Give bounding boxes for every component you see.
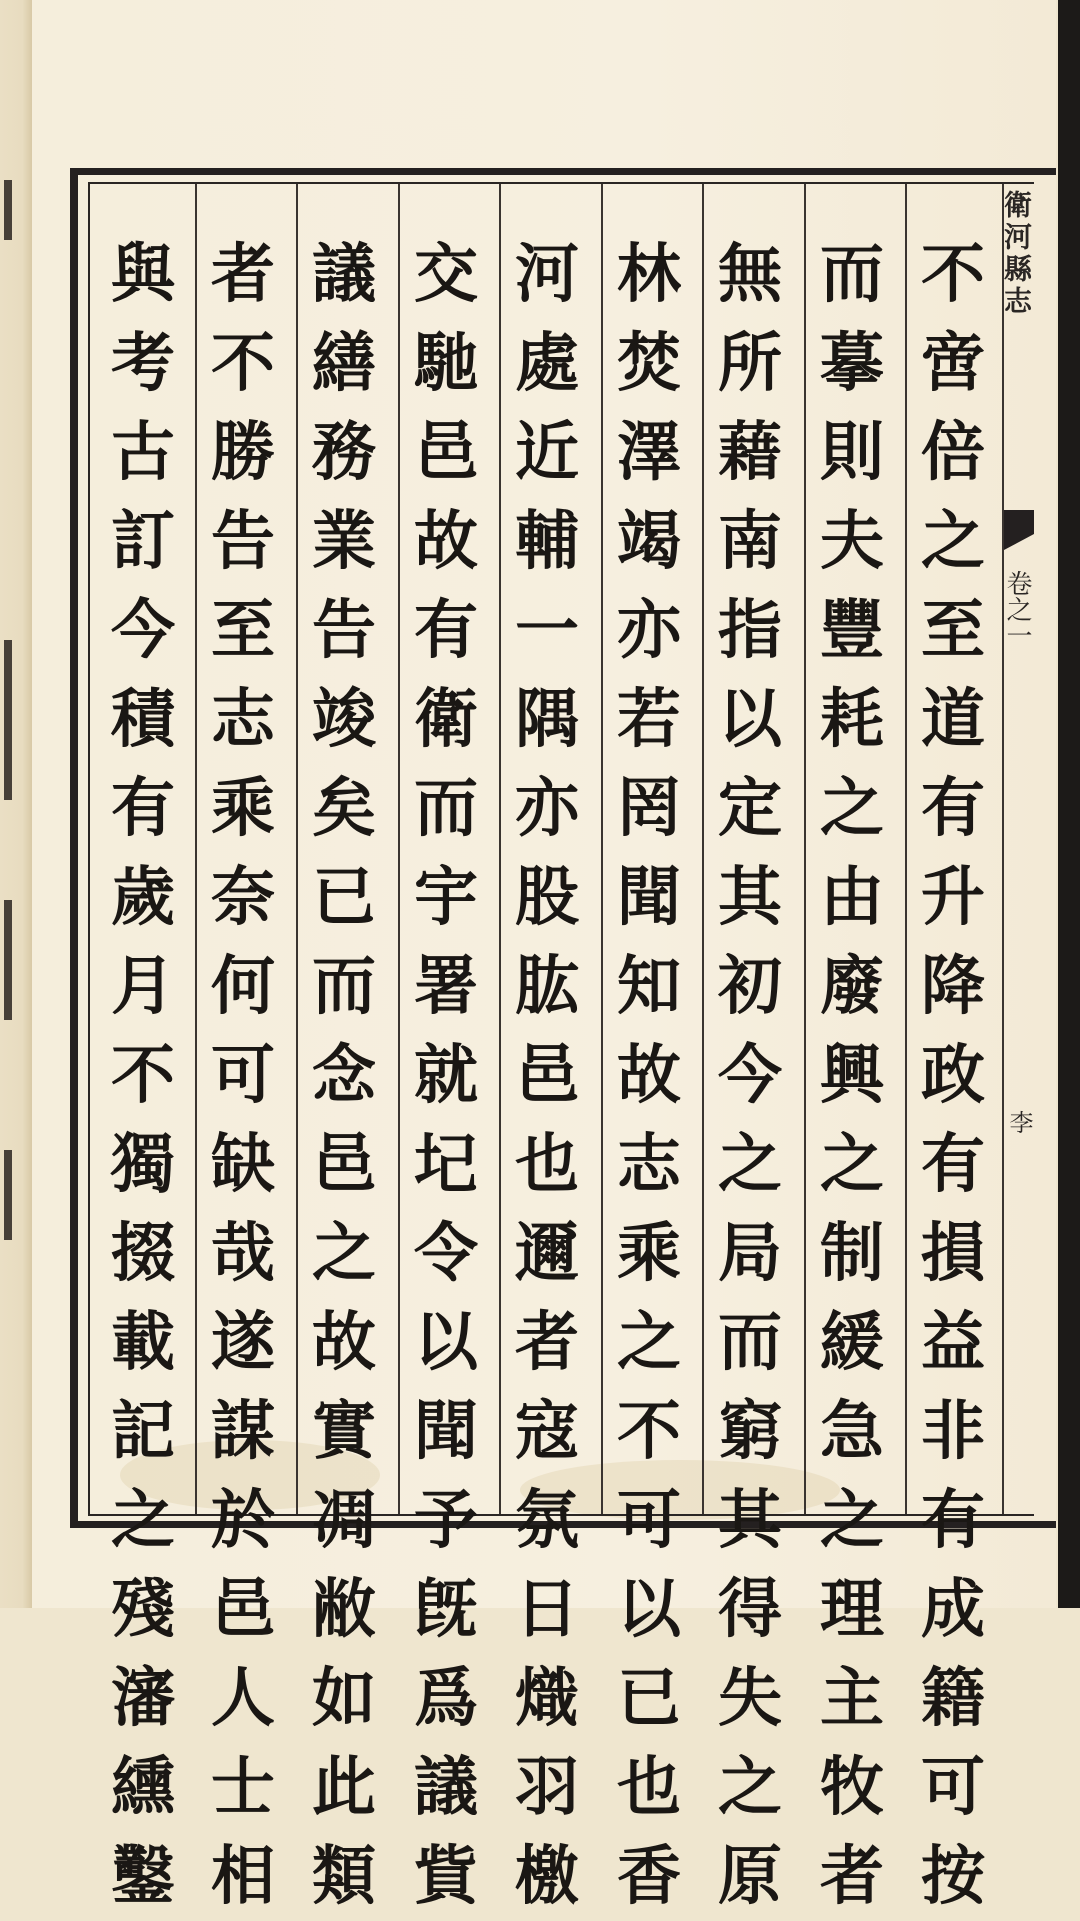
character: 故 [617,1038,681,1113]
character: 牧 [820,1750,884,1825]
page-number: 李 [1005,1110,1033,1134]
character: 所 [718,326,782,401]
character: 由 [820,860,884,935]
character: 今 [111,593,175,668]
character: 以 [414,1305,478,1380]
character: 人 [211,1661,275,1736]
character: 處 [515,326,579,401]
character: 哉 [211,1216,275,1291]
character: 隅 [515,682,579,757]
character: 矣 [312,771,376,846]
character: 告 [211,504,275,579]
character: 旣 [414,1572,478,1647]
character: 士 [211,1750,275,1825]
character: 焚 [617,326,681,401]
character: 南 [718,504,782,579]
text-column-9 [93,230,193,1914]
character: 古 [111,415,175,490]
character: 纁 [111,1750,175,1825]
character: 氛 [515,1483,579,1558]
character: 予 [414,1483,478,1558]
character: 歲 [111,860,175,935]
character: 衛 [414,682,478,757]
character: 有 [921,1483,985,1558]
character: 近 [515,415,579,490]
character: 志 [211,682,275,757]
character: 獨 [111,1127,175,1202]
character: 豐 [820,593,884,668]
character: 何 [211,949,275,1024]
character: 寇 [515,1394,579,1469]
character: 罔 [617,771,681,846]
character: 成 [921,1572,985,1647]
character: 知 [617,949,681,1024]
character: 圮 [414,1127,478,1202]
character: 於 [211,1483,275,1558]
character: 已 [312,860,376,935]
character: 凋 [312,1483,376,1558]
character: 制 [820,1216,884,1291]
character: 殘 [111,1572,175,1647]
character: 邑 [211,1572,275,1647]
character: 有 [414,593,478,668]
text-column-7 [294,230,394,1914]
text-column-3 [700,230,800,1914]
character: 記 [111,1394,175,1469]
character: 有 [921,771,985,846]
character: 以 [718,682,782,757]
character: 故 [414,504,478,579]
character: 如 [312,1661,376,1736]
character: 邑 [414,415,478,490]
character: 輔 [515,504,579,579]
character: 股 [515,860,579,935]
character: 令 [414,1216,478,1291]
character: 失 [718,1661,782,1736]
character: 不 [617,1394,681,1469]
character: 業 [312,504,376,579]
character: 可 [617,1483,681,1558]
character: 亦 [515,771,579,846]
adjacent-page-edge [0,0,33,1608]
character: 急 [820,1394,884,1469]
character: 類 [312,1839,376,1914]
character: 者 [515,1305,579,1380]
text-column-6 [396,230,496,1914]
character: 以 [617,1572,681,1647]
character: 聞 [617,860,681,935]
character: 之 [820,1127,884,1202]
character: 亦 [617,593,681,668]
character: 志 [617,1127,681,1202]
character: 林 [617,237,681,312]
character: 有 [921,1127,985,1202]
book-title: 衛河縣志 [1000,190,1033,318]
character: 指 [718,593,782,668]
ink-mark [4,1150,12,1240]
character: 而 [718,1305,782,1380]
character: 肱 [515,949,579,1024]
character: 也 [617,1750,681,1825]
character: 道 [921,682,985,757]
character: 乘 [617,1216,681,1291]
fishtail-mark [1004,510,1034,550]
character: 念 [312,1038,376,1113]
character: 今 [718,1038,782,1113]
character: 勝 [211,415,275,490]
character: 香 [617,1839,681,1914]
character: 日 [515,1572,579,1647]
character: 至 [211,593,275,668]
character: 竭 [617,504,681,579]
character: 窮 [718,1394,782,1469]
character: 啻 [921,326,985,401]
binding-edge [1058,0,1080,1608]
character: 理 [820,1572,884,1647]
character: 與 [111,237,175,312]
block-heart [1000,190,1034,1510]
character: 之 [820,771,884,846]
character: 就 [414,1038,478,1113]
text-column-2 [802,230,902,1914]
character: 月 [111,949,175,1024]
character: 有 [111,771,175,846]
text-column-5 [497,230,597,1914]
character: 降 [921,949,985,1024]
character: 相 [211,1839,275,1914]
volume-label: 卷之一 [1002,570,1032,648]
character: 羽 [515,1750,579,1825]
character: 摹 [820,326,884,401]
character: 倍 [921,415,985,490]
character: 政 [921,1038,985,1113]
character: 之 [617,1305,681,1380]
character: 夫 [820,504,884,579]
character: 可 [211,1038,275,1113]
character: 議 [414,1750,478,1825]
character: 掇 [111,1216,175,1291]
character: 一 [515,593,579,668]
character: 之 [820,1483,884,1558]
character: 故 [312,1305,376,1380]
character: 議 [312,237,376,312]
character: 非 [921,1394,985,1469]
character: 貲 [414,1839,478,1914]
character: 廢 [820,949,884,1024]
character: 務 [312,415,376,490]
character: 不 [211,326,275,401]
character: 無 [718,237,782,312]
character: 已 [617,1661,681,1736]
text-column-8 [193,230,293,1914]
character: 實 [312,1394,376,1469]
character: 不 [111,1038,175,1113]
ink-mark [4,180,12,240]
character: 遂 [211,1305,275,1380]
character: 籍 [921,1661,985,1736]
character: 考 [111,326,175,401]
character: 定 [718,771,782,846]
character: 馳 [414,326,478,401]
character: 熾 [515,1661,579,1736]
character: 至 [921,593,985,668]
character: 之 [111,1483,175,1558]
character: 瀋 [111,1661,175,1736]
character: 奈 [211,860,275,935]
character: 耗 [820,682,884,757]
character: 之 [312,1216,376,1291]
character: 局 [718,1216,782,1291]
ink-mark [4,900,12,1020]
text-column-4 [599,230,699,1914]
character: 藉 [718,415,782,490]
character: 缺 [211,1127,275,1202]
character: 邑 [312,1127,376,1202]
character: 繕 [312,326,376,401]
character: 載 [111,1305,175,1380]
character: 乘 [211,771,275,846]
character: 邑 [515,1038,579,1113]
character: 得 [718,1572,782,1647]
character: 原 [718,1839,782,1914]
character: 爲 [414,1661,478,1736]
character: 之 [921,504,985,579]
character: 宇 [414,860,478,935]
character: 訂 [111,504,175,579]
character: 其 [718,860,782,935]
character: 按 [921,1839,985,1914]
character: 初 [718,949,782,1024]
character: 也 [515,1127,579,1202]
character: 敝 [312,1572,376,1647]
character: 損 [921,1216,985,1291]
character: 鑿 [111,1839,175,1914]
character: 興 [820,1038,884,1113]
character: 益 [921,1305,985,1380]
character: 不 [921,237,985,312]
character: 積 [111,682,175,757]
character: 謀 [211,1394,275,1469]
character: 此 [312,1750,376,1825]
character: 聞 [414,1394,478,1469]
character: 升 [921,860,985,935]
character: 而 [312,949,376,1024]
character: 其 [718,1483,782,1558]
character: 緩 [820,1305,884,1380]
character: 交 [414,237,478,312]
character: 竣 [312,682,376,757]
character: 河 [515,237,579,312]
character: 告 [312,593,376,668]
character: 可 [921,1750,985,1825]
character: 主 [820,1661,884,1736]
character: 者 [820,1839,884,1914]
character: 之 [718,1750,782,1825]
character: 邇 [515,1216,579,1291]
character: 之 [718,1127,782,1202]
character: 檄 [515,1839,579,1914]
character: 而 [820,237,884,312]
character: 者 [211,237,275,312]
character: 署 [414,949,478,1024]
text-column-1 [903,230,1003,1914]
character: 則 [820,415,884,490]
character: 澤 [617,415,681,490]
character: 而 [414,771,478,846]
character: 若 [617,682,681,757]
ink-mark [4,640,12,800]
